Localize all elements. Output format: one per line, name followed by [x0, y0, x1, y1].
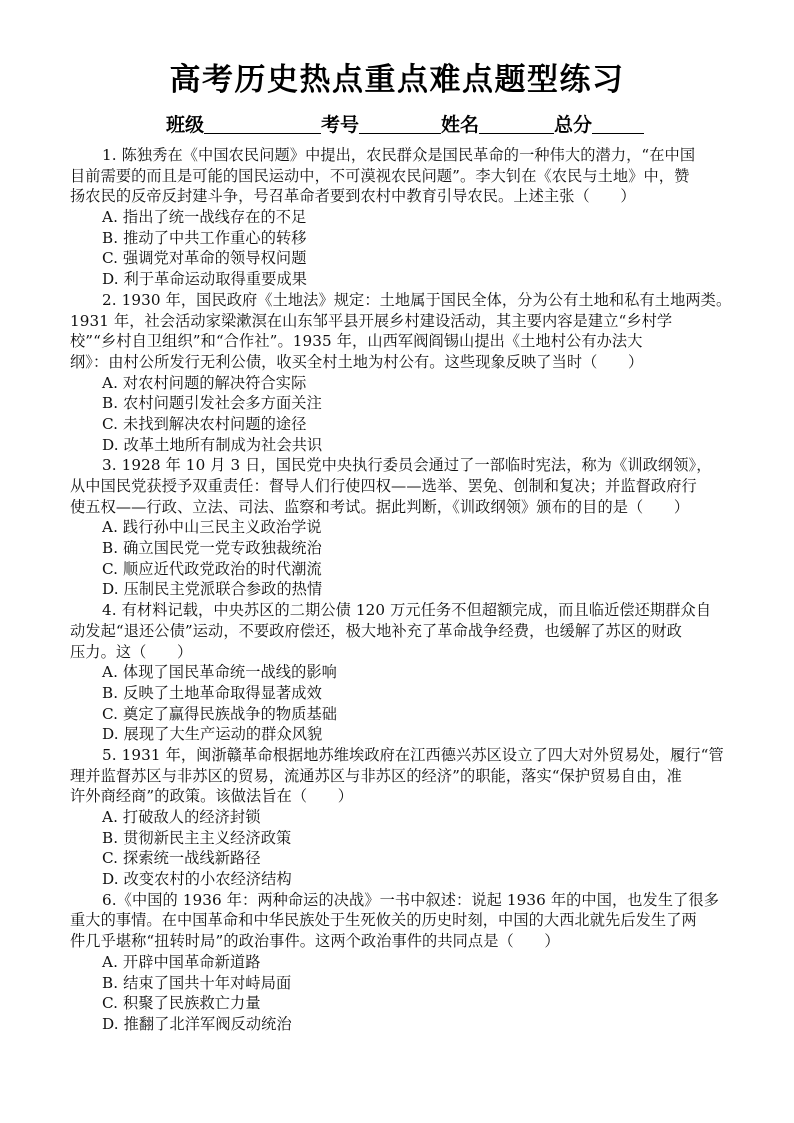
option-d[interactable]: D. 压制民主党派联合参政的热情	[102, 580, 323, 599]
class-label: 班级	[166, 114, 205, 136]
option-a[interactable]: A. 指出了统一战线存在的不足	[102, 208, 307, 227]
option-c[interactable]: C. 未找到解决农村问题的途径	[102, 414, 307, 433]
question-1	[70, 145, 730, 290]
option-b[interactable]: B. 结束了国共十年对峙局面	[102, 973, 292, 992]
question-stem-line: 许外商经商”的政策。该做法旨在（ ）	[70, 787, 354, 806]
student-info-line	[166, 110, 644, 138]
option-c[interactable]: C. 顺应近代政党政治的时代潮流	[102, 559, 322, 578]
question-6	[70, 890, 730, 1035]
question-5	[70, 745, 730, 890]
option-d[interactable]: D. 利于革命运动取得重要成果	[102, 270, 308, 289]
option-c[interactable]: C. 探索统一战线新路径	[102, 849, 261, 868]
question-stem-line: 重大的事情。在中国革命和中华民族处于生死攸关的历史时刻，中国的大西北就先后发生了两	[70, 911, 697, 930]
total-score-blank[interactable]	[592, 111, 644, 134]
name-label: 姓名	[441, 114, 480, 136]
question-2	[70, 290, 730, 456]
option-c[interactable]: C. 强调党对革命的领导权问题	[102, 249, 307, 268]
option-a[interactable]: A. 践行孙中山三民主义政治学说	[102, 518, 322, 537]
exam-number-label: 考号	[321, 114, 360, 136]
class-blank[interactable]	[204, 111, 321, 134]
page-title: 高考历史热点重点难点题型练习	[169, 62, 625, 98]
option-b[interactable]: B. 农村问题引发社会多方面关注	[102, 394, 322, 413]
option-d[interactable]: D. 改革土地所有制成为社会共识	[102, 435, 323, 454]
option-c[interactable]: C. 积聚了民族救亡力量	[102, 994, 261, 1013]
question-stem-line: 从中国民党获授予双重责任：督导人们行使四权——选举、罢免、创制和复决；并监督政府行	[70, 477, 697, 495]
question-stem-line: 校”“乡村自卫组织”和“合作社”。1935 年，山西军阀阎锡山提出《土地村公有办法大	[70, 332, 643, 351]
option-a[interactable]: A. 开辟中国革命新道路	[102, 952, 261, 971]
option-d[interactable]: D. 改变农村的小农经济结构	[102, 870, 292, 889]
question-stem-line: 1931 年，社会活动家梁漱溟在山东邹平县开展乡村建设活动，其主要内容是建立“乡村学	[70, 311, 673, 330]
option-c[interactable]: C. 奠定了赢得民族战争的物质基础	[102, 704, 338, 723]
option-a[interactable]: A. 对农村问题的解决符合实际	[102, 373, 307, 392]
question-stem-line: 扬农民的反帝反封建斗争，号召革命者要到农村中教育引导农民。上述主张（ ）	[70, 187, 636, 206]
question-stem-line: 理并监督苏区与非苏区的贸易，流通苏区与非苏区的经济”的职能，落实“保护贸易自由，准	[70, 766, 682, 785]
question-stem-line: 压力。这（ ）	[70, 642, 193, 661]
question-stem-line: 使五权——行政、立法、司法、监察和考试。据此判断，《训政纲领》颁布的目的是（ ）	[70, 497, 690, 516]
option-b[interactable]: B. 反映了土地革命取得显著成效	[102, 683, 322, 702]
option-a[interactable]: A. 打破敌人的经济封锁	[102, 808, 261, 826]
question-stem-line: 动发起“退还公债”运动，不要政府偿还，极大地补充了革命战争经费，也缓解了苏区的财政	[70, 621, 682, 640]
total-score-label: 总分	[554, 114, 593, 136]
name-blank[interactable]	[479, 111, 554, 134]
option-b[interactable]: B. 贯彻新民主主义经济政策	[102, 828, 292, 847]
option-a[interactable]: A. 体现了国民革命统一战线的影响	[102, 663, 337, 682]
question-stem-line: 3. 1928 年 10 月 3 日，国民党中央执行委员会通过了一部临时宪法，称为《训政纲领》，	[102, 456, 712, 475]
exam-number-blank[interactable]	[359, 111, 441, 134]
question-stem-line: 2. 1930 年，国民政府《土地法》规定：土地属于国民全体，分为公有土地和私有土地两类。	[102, 290, 732, 309]
option-b[interactable]: B. 确立国民党一党专政独裁统治	[102, 539, 322, 558]
question-stem-line: 5. 1931 年，闽浙赣革命根据地苏维埃政府在江西德兴苏区设立了四大对外贸易处，履行“管	[102, 745, 724, 764]
option-d[interactable]: D. 展现了大生产运动的群众风貌	[102, 725, 323, 744]
question-stem-line: 件几乎堪称“扭转时局”的政治事件。这两个政治事件的共同点是（ ）	[70, 932, 560, 951]
question-list	[70, 145, 730, 1035]
question-3	[70, 455, 730, 600]
option-d[interactable]: D. 推翻了北洋军阀反动统治	[102, 1014, 292, 1033]
question-stem-line: 纲》：由村公所发行无利公债，收买全村土地为村公有。这些现象反映了当时（ ）	[70, 352, 644, 371]
question-4	[70, 600, 730, 745]
question-stem-line: 1. 陈独秀在《中国农民问题》中提出，农民群众是国民革命的一种伟大的潜力，“在中国	[102, 146, 696, 164]
question-stem-line: 4. 有材料记载，中央苏区的二期公债 120 万元任务不但超额完成，而且临近偿还期群众自	[102, 601, 712, 620]
question-stem-line: 6.《中国的 1936 年：两种命运的决战》一书中叙述：说起 1936 年的中国，也发生了很多	[102, 890, 719, 909]
option-b[interactable]: B. 推动了中共工作重心的转移	[102, 228, 307, 247]
question-stem-line: 目前需要的而且是可能的国民运动中，不可漠视农民问题”。李大钊在《农民与土地》中，赞	[70, 166, 690, 185]
